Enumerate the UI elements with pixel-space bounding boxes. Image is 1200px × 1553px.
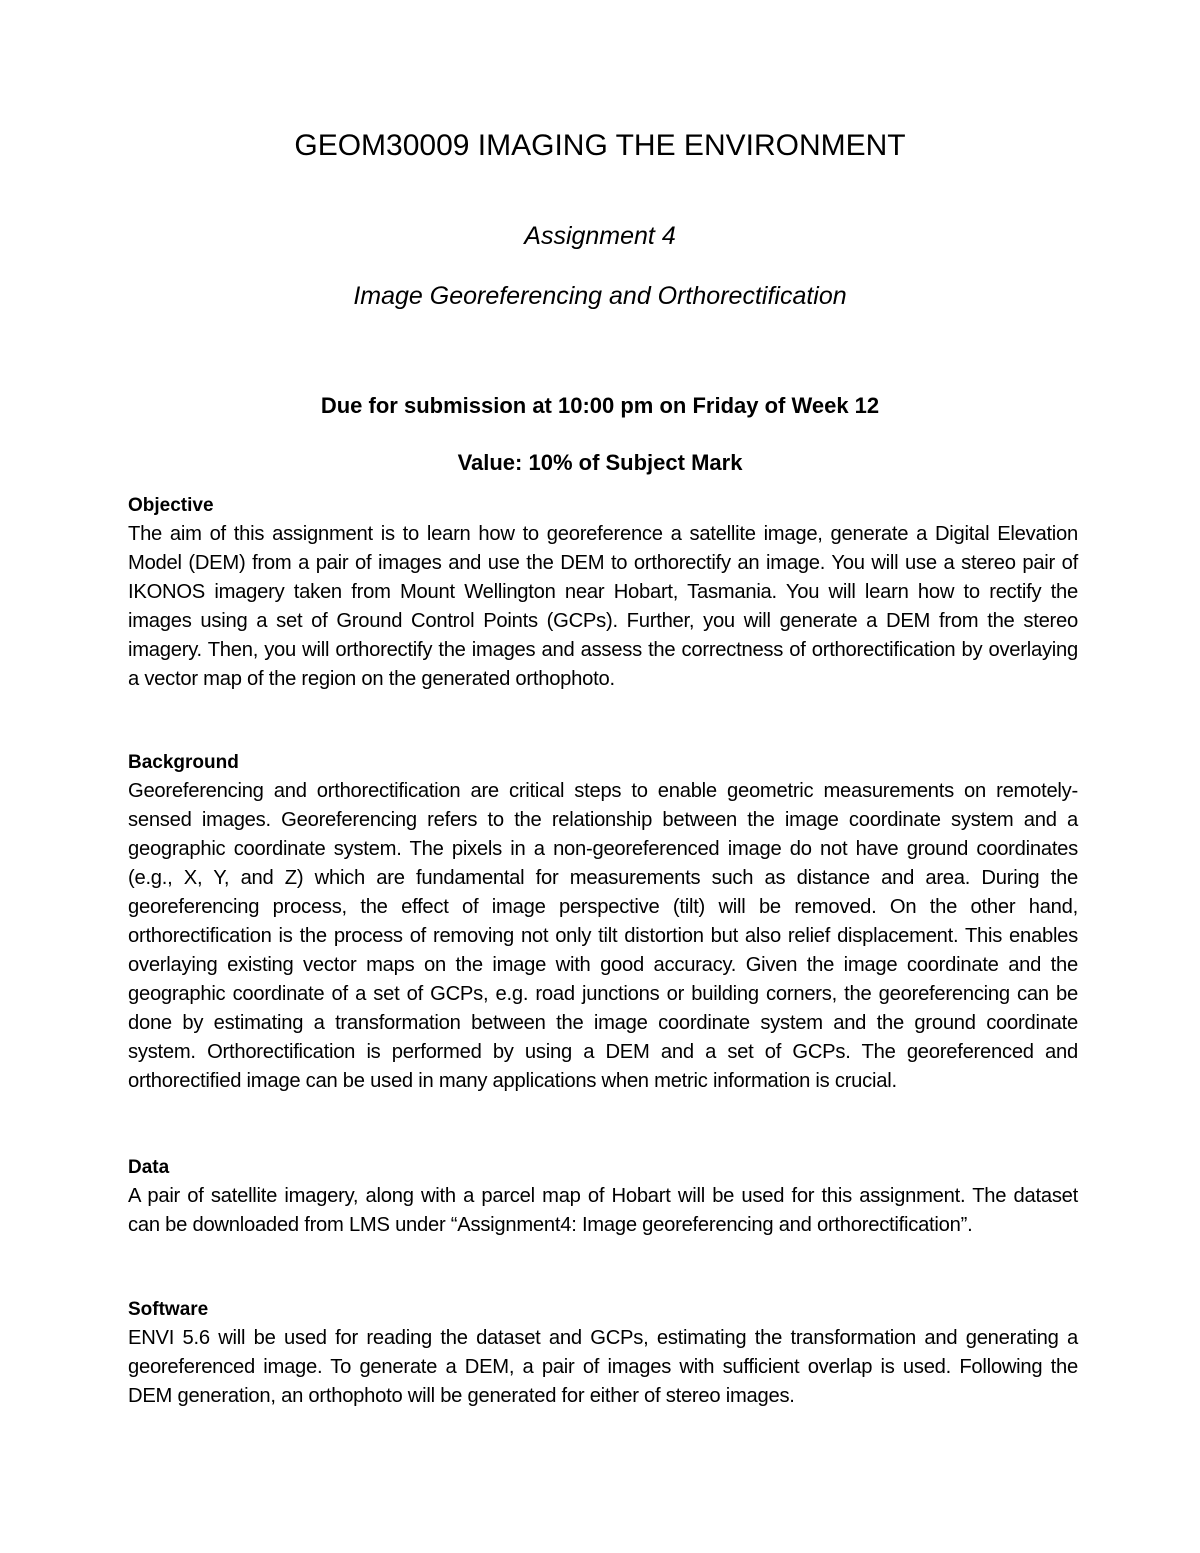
due-date: Due for submission at 10:00 pm on Friday of Week 12 [320,393,880,418]
data-section [128,1153,1078,1240]
objective-heading: Objective [128,495,214,516]
background-heading: Background [128,752,239,773]
background-section [128,748,1078,1096]
background-body: Georeferencing and orthorectification are critical steps to enable geometric measurements on remotely-sensed images. Georeferencing refers to the relationship between the image coordinate system and a geographic coordinate system. The pixels in a non-georeferenced image do not have ground coordinates (e.g., X, Y, and Z) which are fundamental for measurements such as distance and area. During the georeferencing process, the effect of image perspective (tilt) will be removed. On the other hand, orthorectification is the process of removing not only tilt distortion but also relief displacement. This enables overlaying existing vector maps on the image with good accuracy. Given the image coordinate and the geographic coordinate of a set of GCPs, e.g. road junctions or building corners, the georeferencing can be done by estimating a transformation between the image coordinate system and the ground coordinate system. Orthorectification is performed by using a DEM and a set of GCPs. The georeferenced and orthorectified image can be used in many applications when metric information is crucial. [128,780,1078,1092]
data-heading: Data [128,1157,170,1178]
assignment-value: Value: 10% of Subject Mark [457,450,743,475]
data-body: A pair of satellite imagery, along with a parcel map of Hobart will be used for this assignment. The dataset can be downloaded from LMS under “Assignment4: Image georeferencing and orthorectification”. [128,1185,1078,1236]
software-section [128,1295,1078,1411]
assignment-topic: Image Georeferencing and Orthorectification [353,282,847,310]
assignment-number: Assignment 4 [524,222,676,250]
software-heading: Software [128,1299,209,1320]
document-title: GEOM30009 IMAGING THE ENVIRONMENT [294,129,906,162]
objective-body: The aim of this assignment is to learn how to georeference a satellite image, generate a Digital Elevation Model (DEM) from a pair of images and use the DEM to orthorectify an image. You will use a stereo pair of IKONOS imagery taken from Mount Wellington near Hobart, Tasmania. You will learn how to rectify the images using a set of Ground Control Points (GCPs). Further, you will generate a DEM from the stereo imagery. Then, you will orthorectify the images and assess the correctness of orthorectification by overlaying a vector map of the region on the generated orthophoto. [128,523,1078,690]
software-body: ENVI 5.6 will be used for reading the dataset and GCPs, estimating the transformation and generating a georeferenced image. To generate a DEM, a pair of images with sufficient overlap is used. Following the DEM generation, an orthophoto will be generated for either of stereo images. [128,1327,1078,1407]
objective-section [128,491,1078,694]
